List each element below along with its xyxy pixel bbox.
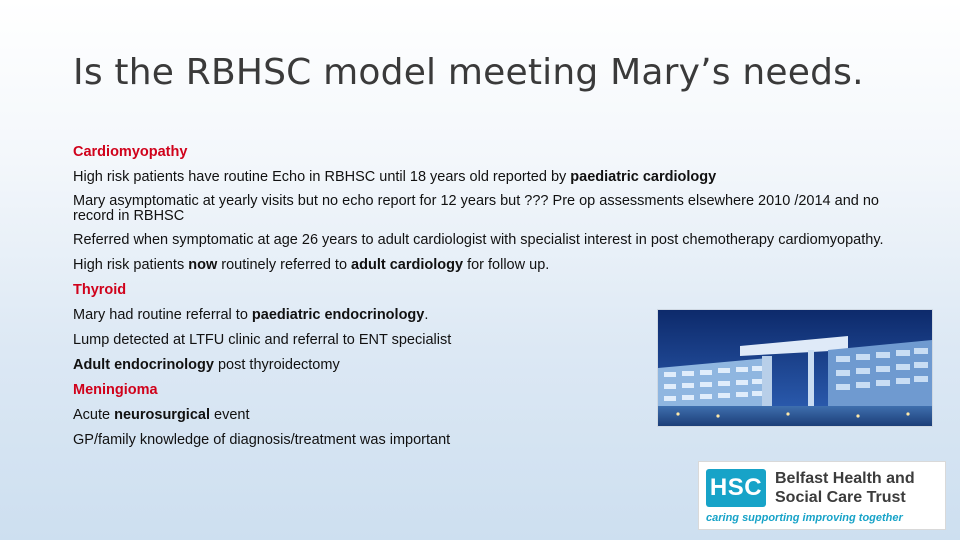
belfast-trust-logo <box>698 461 946 530</box>
cardio-line-1-text: High risk patients have routine Echo in RBHSC until 18 years old reported by <box>73 169 571 185</box>
cardio-line-4-mid: routinely referred to <box>217 257 352 273</box>
hsc-badge: HSC <box>706 469 766 507</box>
meningioma-line-1-bold: neurosurgical <box>114 407 210 423</box>
cardio-line-4-post: for follow up. <box>463 257 550 273</box>
meningioma-line-1-post: event <box>210 407 250 423</box>
heading-meningioma: Meningioma <box>73 382 158 398</box>
thyroid-line-1-bold: paediatric endocrinology <box>251 307 425 323</box>
cardio-line-4-bold-now: now <box>188 257 218 273</box>
cardio-line-4 <box>73 257 903 273</box>
heading-cardiomyopathy: Cardiomyopathy <box>73 144 188 160</box>
trust-tagline: caring supporting improving together <box>706 512 903 524</box>
thyroid-line-1-text: Mary had routine referral to <box>73 307 252 323</box>
cardio-line-4-bold-adult-cardiology: adult cardiology <box>351 257 464 273</box>
cardio-line-3: Referred when symptomatic at age 26 years to adult cardiologist with specialist interest in post chemotherapy cardiomyopathy. <box>73 232 884 248</box>
cardio-line-2: Mary asymptomatic at yearly visits but no echo report for 12 years but ??? Pre op assessments elsewhere 2010 /2014 and no record in RBHSC <box>73 193 879 224</box>
meningioma-line-2: GP/family knowledge of diagnosis/treatment was important <box>73 432 451 448</box>
trust-name-line-2: Social Care Trust <box>775 489 906 506</box>
heading-thyroid: Thyroid <box>73 282 127 298</box>
cardio-line-1 <box>73 169 903 185</box>
cardio-line-1-bold: paediatric cardiology <box>570 169 717 185</box>
meningioma-line-1-text: Acute <box>73 407 115 423</box>
trust-name <box>775 469 945 507</box>
thyroid-line-3-bold: Adult endocrinology <box>73 357 214 373</box>
hospital-building-photo <box>657 309 933 427</box>
thyroid-line-3-text: post thyroidectomy <box>213 357 340 373</box>
slide-title: Is the RBHSC model meeting Mary’s needs. <box>73 52 864 93</box>
trust-name-line-1: Belfast Health and <box>775 470 915 487</box>
cardio-line-4-pre: High risk patients <box>73 257 189 273</box>
thyroid-line-2: Lump detected at LTFU clinic and referral to ENT specialist <box>73 332 452 348</box>
thyroid-line-1-post: . <box>424 307 429 323</box>
